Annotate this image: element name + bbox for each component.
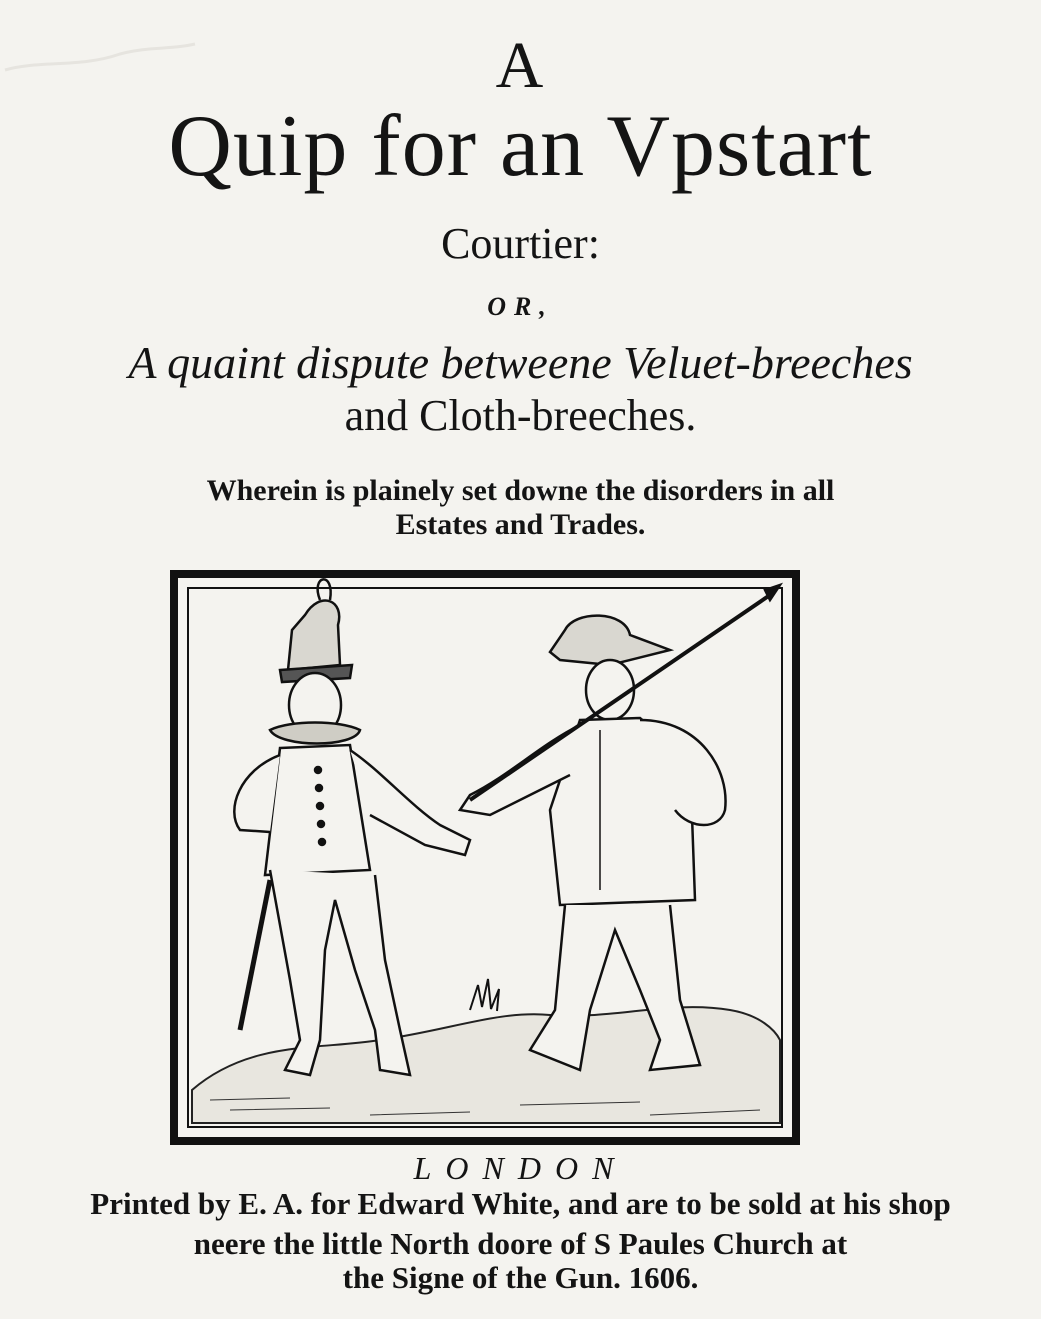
imprint-line-1: Printed by E. A. for Edward White, and are to be sold at his shop [90,1186,951,1221]
description-line-1: Wherein is plainely set downe the disorders in all [206,474,835,507]
imprint-line-3: the Signe of the Gun. 1606. [342,1260,699,1295]
description-line-2: Estates and Trades. [395,508,646,541]
connector-or: OR, [487,292,554,321]
subtitle-line-1: A quaint dispute betweene Veluet-breeches [128,337,913,388]
title-line-courtier: Courtier: [441,219,600,268]
title-line-a: A [495,29,546,102]
imprint-line-2: neere the little North doore of S Paules Church at [193,1226,848,1261]
imprint-place: LONDON [413,1150,628,1186]
subtitle-line-2: and Cloth-breeches. [344,391,697,440]
title-line-quip: Quip for an Vpstart [168,98,873,195]
woodcut-illustration [170,570,800,1145]
